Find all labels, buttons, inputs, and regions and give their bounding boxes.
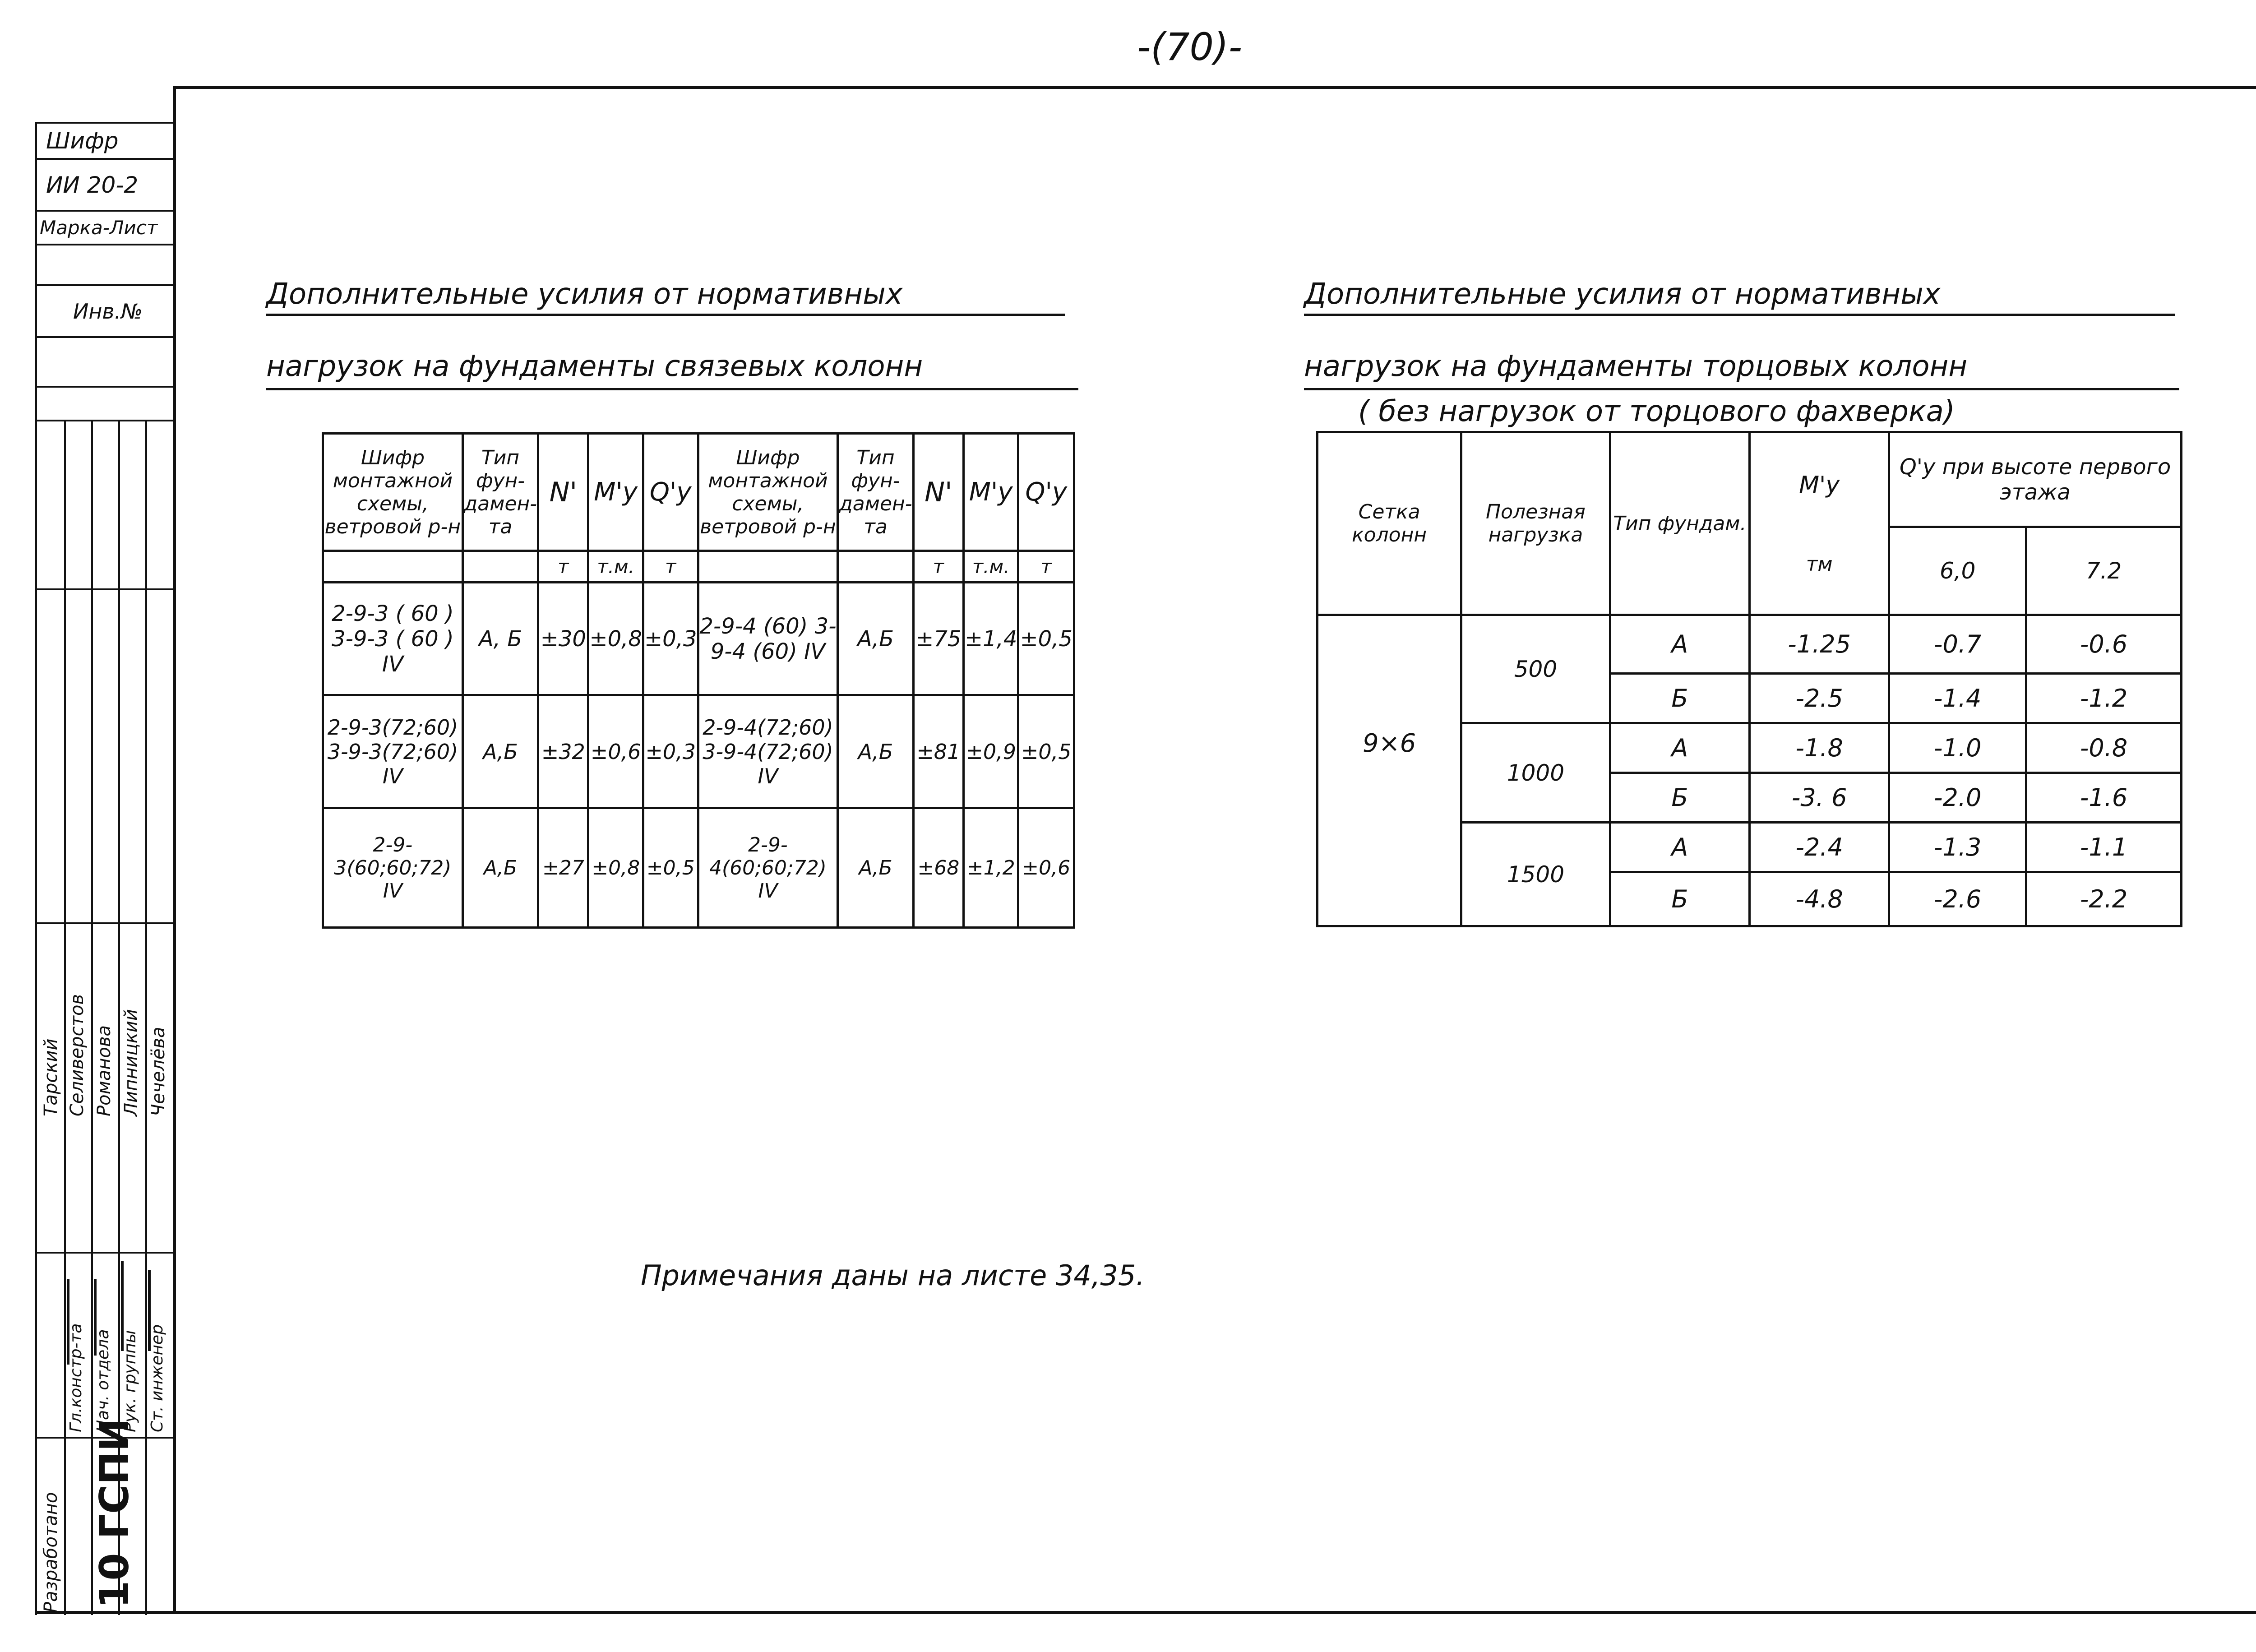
hdr-h1: 6,0: [1889, 527, 2026, 615]
stamp-name-4: Липницкий: [121, 1009, 142, 1116]
stamp-blank-2: [37, 338, 175, 388]
unit-qy: т: [643, 551, 698, 583]
note-text: Примечания даны на листе 34,35.: [641, 1259, 1145, 1292]
left-title-line1: Дополнительные усилия от нормативных: [266, 278, 903, 311]
table-row: 1000 А -1.8 -1.0 -0.8: [1318, 723, 2182, 773]
page-number: -(70)-: [1137, 25, 1243, 69]
table-row: 1500 А -2.4 -1.3 -1.1: [1318, 823, 2182, 872]
table-row: Б -2.5 -1.4 -1.2: [1318, 674, 2182, 723]
stamp-inv-label: Инв.№: [37, 286, 175, 338]
left-title-line2: нагрузок на фундаменты связевых колонн: [266, 350, 923, 383]
hdr-my: M'y: [588, 434, 643, 551]
table-row: 2-9-3(72;60) 3-9-3(72;60) IV А,Б ±32 ±0,6 ±0,3 2-9-4(72;60) 3-9-4(72;60) IV А,Б ±81 ±0,9 ±0,5: [323, 695, 1074, 808]
hdr-qy-2: Q'y: [1018, 434, 1074, 551]
table-row: Б -3. 6 -2.0 -1.6: [1318, 773, 2182, 823]
hdr-my-2: M'y: [963, 434, 1018, 551]
hdr-n-2: N': [913, 434, 963, 551]
stamp-blank: [37, 245, 175, 286]
hdr-scheme-2: Шифр монтажной схемы, ветровой р-н: [698, 434, 838, 551]
hdr-type: Тип фун-дамен-та: [462, 434, 538, 551]
unit-qy-2: т: [1018, 551, 1074, 583]
right-forces-table: [1316, 431, 2182, 927]
table-row: Б -4.8 -2.6 -2.2: [1318, 872, 2182, 926]
frame-bottom-line: [36, 1611, 2256, 1614]
hdr-type: Тип фундам.: [1610, 432, 1749, 615]
hdr-load: Полезная нагрузка: [1461, 432, 1610, 615]
right-title-line2: нагрузок на фундаменты торцовых колонн: [1304, 350, 1968, 383]
stamp-role-1: Гл.констр-та: [67, 1323, 85, 1432]
hdr-type-2: Тип фун-дамен-та: [838, 434, 913, 551]
stamp-role-4: Ст. инженер: [148, 1324, 166, 1432]
right-title-line1: Дополнительные усилия от нормативных: [1304, 278, 1941, 311]
table-row: 2-9-3(60;60;72) IV А,Б ±27 ±0,8 ±0,5 2-9-4(60;60;72) IV А,Б ±68 ±1,2 ±0,6: [323, 808, 1074, 928]
stamp-cipher-label: Шифр: [37, 124, 175, 160]
stamp-cipher-value: ИИ 20-2: [37, 160, 175, 212]
left-forces-table: [322, 432, 1075, 929]
hdr-scheme: Шифр монтажной схемы, ветровой р-н: [323, 434, 463, 551]
unit-n-2: т: [913, 551, 963, 583]
grid-value: 9×6: [1318, 615, 1461, 926]
stamp-name-2: Селиверстов: [67, 994, 88, 1116]
unit-n: т: [538, 551, 588, 583]
unit-my-2: т.м.: [963, 551, 1018, 583]
hdr-h2: 7.2: [2026, 527, 2182, 615]
unit-my: т.м.: [588, 551, 643, 583]
stamp-name-1: Тарский: [41, 1038, 61, 1116]
stamp-developed: Разработано: [41, 1492, 61, 1613]
hdr-qy: Q'y: [643, 434, 698, 551]
stamp-role-3: Рук. группы: [121, 1330, 139, 1432]
hdr-n: N': [538, 434, 588, 551]
right-title-line3: ( без нагрузок от торцового фахверка): [1358, 395, 1955, 428]
stamp-mark-sheet: Марка-Лист: [37, 212, 175, 245]
stamp-name-3: Романова: [94, 1025, 115, 1116]
table-row: 9×6 500 А -1.25 -0.7 -0.6: [1318, 615, 2182, 674]
table-row: 2-9-3 ( 60 ) 3-9-3 ( 60 ) IV А, Б ±30 ±0,8 ±0,3 2-9-4 (60) 3-9-4 (60) IV А,Б ±75 ±1,4 ±0,5: [323, 583, 1074, 695]
stamp-top: [35, 122, 175, 421]
hdr-my: M'y тм: [1750, 432, 1889, 615]
stamp-name-5: Чечелёва: [148, 1027, 169, 1116]
stamp-role-2: Нач. отдела: [94, 1329, 112, 1432]
hdr-qy: Q'y при высоте первого этажа: [1889, 432, 2182, 527]
stamp-main: [35, 420, 175, 1615]
hdr-grid: Сетка колонн: [1318, 432, 1461, 615]
stamp-org: 10 ГСПИ: [91, 1418, 138, 1608]
